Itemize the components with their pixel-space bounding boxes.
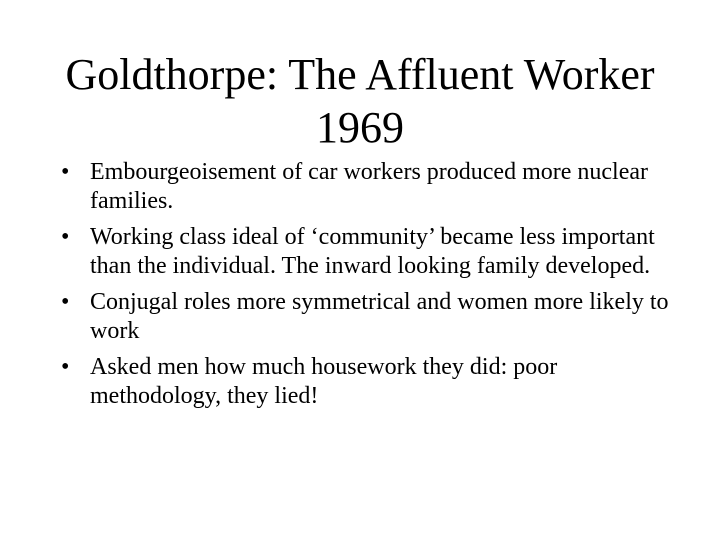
- slide-title-line-2: 1969: [316, 103, 404, 152]
- slide-title: [36, 48, 684, 154]
- bullet-point-icon: •: [61, 159, 70, 185]
- bullet-point-icon: •: [61, 224, 70, 250]
- bullet-text: Asked men how much housework they did: poor methodology, they lied!: [90, 354, 558, 409]
- bullet-text: Working class ideal of ‘community’ became less important than the individual. The inward looking family developed.: [90, 224, 655, 279]
- bullet-item: [60, 223, 690, 281]
- bullet-item: [60, 158, 690, 216]
- bullet-point-icon: •: [61, 289, 70, 315]
- bullet-list: [60, 158, 690, 418]
- bullet-item: [60, 288, 690, 346]
- bullet-point-icon: •: [61, 354, 70, 380]
- bullet-text: Conjugal roles more symmetrical and women more likely to work: [90, 289, 669, 344]
- slide-title-line-1: Goldthorpe: The Affluent Worker: [65, 50, 655, 99]
- bullet-item: [60, 353, 690, 411]
- bullet-text: Embourgeoisement of car workers produced more nuclear families.: [90, 159, 649, 214]
